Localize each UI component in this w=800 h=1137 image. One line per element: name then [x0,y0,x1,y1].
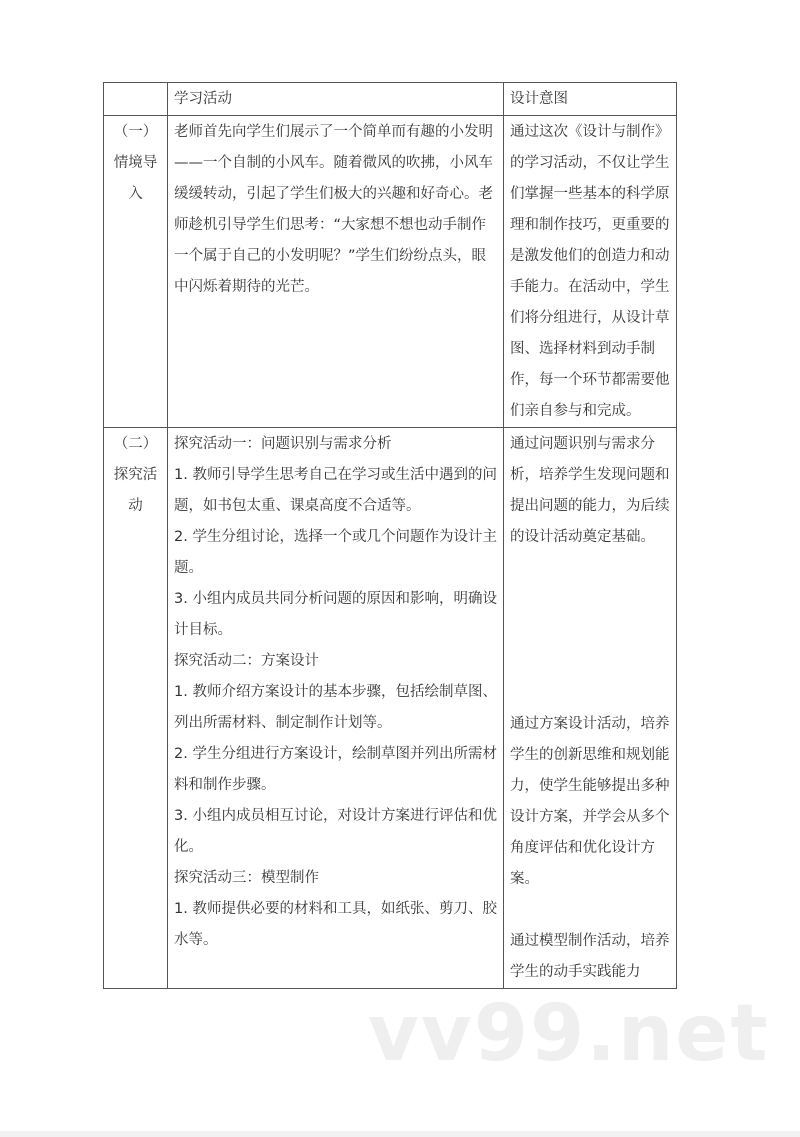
intent-paragraph: 通过这次《设计与制作》的学习活动，不仅让学生们掌握一些基本的科学原理和制作技巧，更重要的是激发他们的创造力和动手能力。在活动中，学生们将分组进行，从设计草图、选择材料到动手制作，每一个环节都需要他们亲自参与和完成。 [510,124,670,419]
activity-step: 1. 教师引导学生思考自己在学习或生活中遇到的问题，如书包太重、课桌高度不合适等。 [174,467,497,514]
activity-cell [168,428,504,989]
table-header-row [104,83,677,116]
intent-paragraph: 通过问题识别与需求分析，培养学生发现问题和提出问题的能力，为后续的设计活动奠定基础。 [510,436,670,545]
stage-cell: （一）情境导入 [104,116,168,428]
stage-cell: （二）探究活动 [104,428,168,989]
header-activity-cell: 学习活动 [168,83,504,116]
page-bottom-edge [0,1131,800,1137]
lesson-plan-table [103,82,677,989]
table-row [104,116,677,428]
intent-paragraph: 通过模型制作活动，培养学生的动手实践能力 [510,933,670,980]
activity-cell [168,116,504,428]
header-intent-cell: 设计意图 [504,83,677,116]
activity-step: 3. 小组内成员相互讨论，对设计方案进行评估和优化。 [174,808,497,855]
activity-step: 1. 教师提供必要的材料和工具，如纸张、剪刀、胶水等。 [174,901,497,948]
watermark-logo: vv99.net [368,989,770,1079]
activity-step: 3. 小组内成员共同分析问题的原因和影响，明确设计目标。 [174,591,497,638]
activity-step: 2. 学生分组进行方案设计，绘制草图并列出所需材料和制作步骤。 [174,746,497,793]
table-row [104,428,677,989]
intent-paragraph: 通过方案设计活动，培养学生的创新思维和规划能力，使学生能够提出多种设计方案，并学会从多个角度评估和优化设计方案。 [510,716,670,887]
intent-spacer [510,553,670,709]
activity-step: 2. 学生分组讨论，选择一个或几个问题作为设计主题。 [174,529,497,576]
activity-heading: 探究活动三：模型制作 [174,870,319,886]
intent-cell [504,428,677,989]
activity-heading: 探究活动二：方案设计 [174,653,319,669]
header-stage-cell [104,83,168,116]
intent-cell [504,116,677,428]
activity-step: 1. 教师介绍方案设计的基本步骤，包括绘制草图、列出所需材料、制定制作计划等。 [174,684,497,731]
intent-spacer [510,895,670,926]
activity-heading: 探究活动一：问题识别与需求分析 [174,436,392,452]
activity-paragraph: 老师首先向学生们展示了一个简单而有趣的小发明——一个自制的小风车。随着微风的吹拂，小风车缓缓转动，引起了学生们极大的兴趣和好奇心。老师趁机引导学生们思考：“大家想不想也动手制作一个属于自己的小发明呢？”学生们纷纷点头，眼中闪烁着期待的光芒。 [174,124,493,295]
